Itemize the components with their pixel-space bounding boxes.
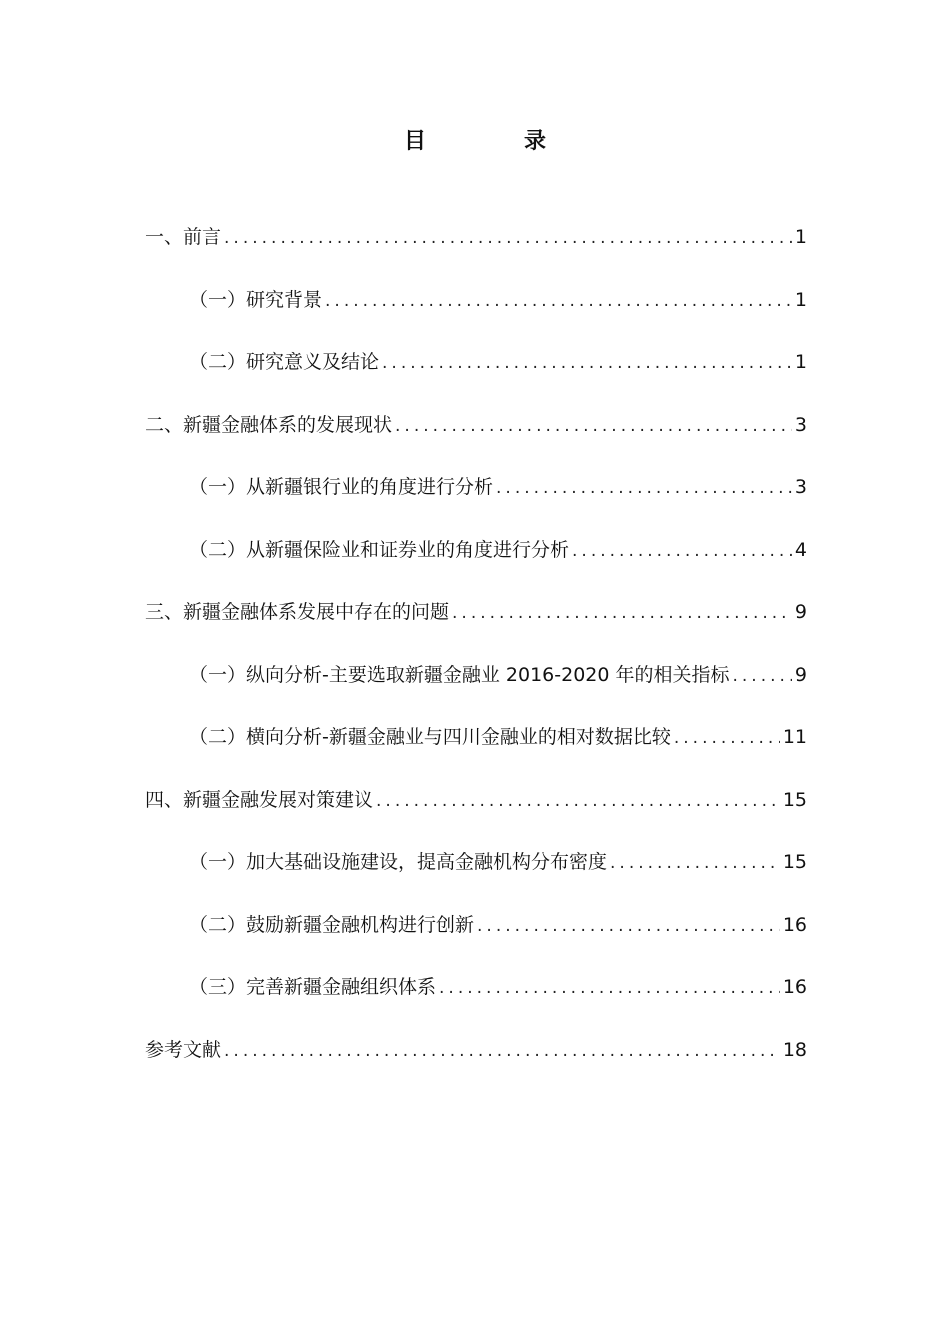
toc-entry-text: （一）纵向分析-主要选取新疆金融业 2016-2020 年的相关指标 [189, 663, 730, 686]
toc-entry[interactable] [145, 972, 807, 1035]
toc-entry-text: （一）加大基础设施建设，提高金融机构分布密度 [189, 851, 608, 873]
toc-entry-text: （一）从新疆银行业的角度进行分析 [189, 476, 494, 498]
toc-page-number: 16 [782, 913, 807, 936]
toc-entry-text: （三）完善新疆金融组织体系 [189, 976, 437, 998]
toc-page-number: 1 [794, 226, 807, 248]
toc-entry[interactable] [145, 222, 807, 285]
toc-entry[interactable] [145, 410, 807, 473]
toc-page-number: 18 [782, 1038, 807, 1061]
toc-page-number: 11 [782, 726, 807, 748]
dot-leader [224, 228, 792, 248]
toc-page-number: 1 [794, 288, 807, 311]
toc-entry-text: 一、前言 [145, 226, 222, 248]
toc-entry[interactable] [145, 597, 807, 660]
toc-entry[interactable] [145, 535, 807, 598]
toc-entry[interactable] [145, 847, 807, 910]
toc-entry-text: （二）从新疆保险业和证券业的角度进行分析 [189, 538, 570, 561]
toc-entry[interactable] [145, 472, 807, 535]
toc-page-number: 9 [794, 663, 807, 686]
toc-entry[interactable] [145, 910, 807, 973]
dot-leader [477, 916, 780, 936]
dot-leader [610, 853, 780, 873]
dot-leader [439, 978, 780, 998]
toc-list [145, 222, 807, 1097]
toc-entry-text: （一）研究背景 [189, 288, 323, 311]
dot-leader [572, 541, 792, 561]
toc-entry-text: 三、新疆金融体系发展中存在的问题 [145, 601, 450, 623]
toc-page-number: 15 [782, 788, 807, 811]
toc-page-number: 3 [794, 476, 807, 498]
dot-leader [674, 728, 780, 748]
dot-leader [224, 1041, 780, 1061]
toc-entry[interactable] [145, 1035, 807, 1098]
toc-page-number: 15 [782, 851, 807, 873]
dot-leader [395, 416, 792, 436]
toc-page-number: 1 [794, 351, 807, 373]
toc-entry-text: （二）横向分析-新疆金融业与四川金融业的相对数据比较 [189, 726, 671, 748]
toc-entry-text: 参考文献 [145, 1038, 222, 1061]
toc-entry[interactable] [145, 660, 807, 723]
toc-page-number: 4 [794, 538, 807, 561]
toc-entry-text: （二）研究意义及结论 [189, 351, 380, 373]
dot-leader [496, 478, 792, 498]
toc-page-number: 9 [794, 601, 807, 623]
toc-title: 目 录 [403, 129, 584, 154]
toc-entry[interactable] [145, 722, 807, 785]
toc-entry[interactable] [145, 347, 807, 410]
toc-entry-text: （二）鼓励新疆金融机构进行创新 [189, 913, 475, 936]
toc-entry[interactable] [145, 285, 807, 348]
dot-leader [733, 666, 792, 686]
toc-entry-text: 四、新疆金融发展对策建议 [145, 788, 374, 811]
toc-page-number: 3 [794, 413, 807, 436]
toc-page-number: 16 [782, 976, 807, 998]
dot-leader [325, 291, 792, 311]
dot-leader [382, 353, 792, 373]
dot-leader [452, 603, 792, 623]
dot-leader [376, 791, 780, 811]
toc-entry[interactable] [145, 785, 807, 848]
toc-entry-text: 二、新疆金融体系的发展现状 [145, 413, 393, 436]
